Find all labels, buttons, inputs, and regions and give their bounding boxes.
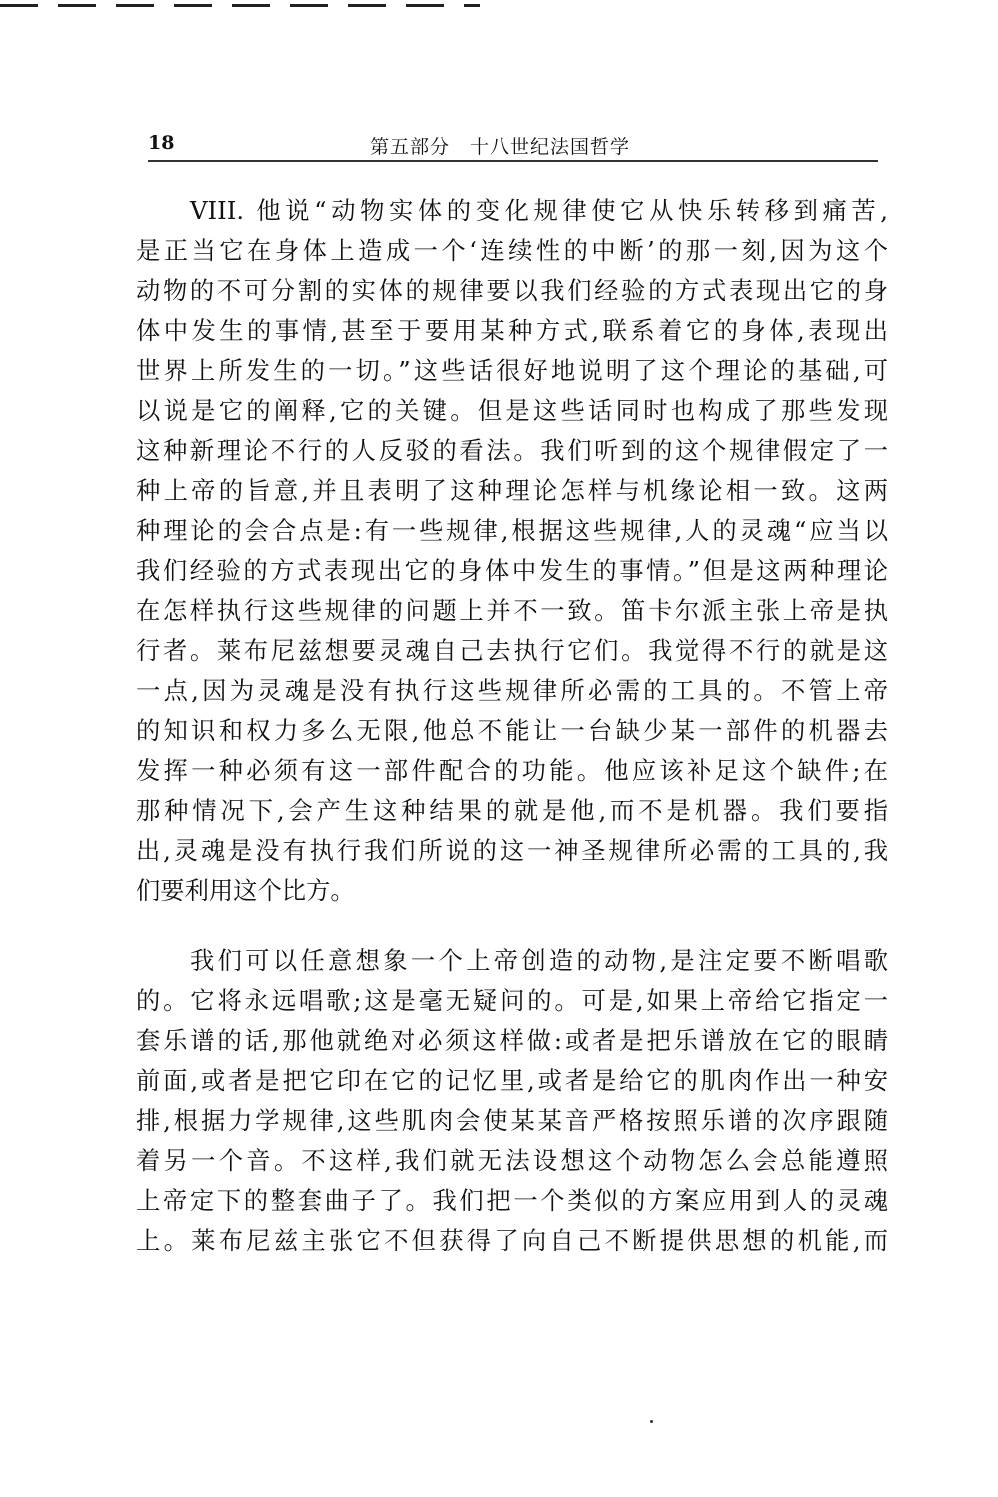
text-line: 行者。莱布尼兹想要灵魂自己去执行它们。我觉得不行的就是这 bbox=[136, 636, 888, 665]
text-line: 上帝定下的整套曲子了。我们把一个类似的方案应用到人的灵魂 bbox=[136, 1186, 888, 1215]
body-text bbox=[136, 191, 888, 1261]
text-line: 种上帝的旨意,并且表明了这种理论怎样与机缘论相一致。这两 bbox=[136, 476, 888, 505]
text-line: 排,根据力学规律,这些肌肉会使某某音严格按照乐谱的次序跟随 bbox=[136, 1106, 888, 1135]
text-line: 我们经验的方式表现出它的身体中发生的事情。”但是这两种理论 bbox=[136, 556, 888, 585]
text-line: VIII. 他说“动物实体的变化规律使它从快乐转移到痛苦, bbox=[190, 196, 888, 225]
scan-speck bbox=[650, 1420, 653, 1423]
scan-edge-dashes bbox=[0, 4, 480, 7]
text-line: 发挥一种必须有这一部件配合的功能。他应该补足这个缺件;在 bbox=[136, 756, 888, 785]
text-line: 的。它将永远唱歌;这是毫无疑问的。可是,如果上帝给它指定一 bbox=[136, 986, 888, 1015]
text-line: 前面,或者是把它印在它的记忆里,或者是给它的肌肉作出一种安 bbox=[136, 1066, 888, 1095]
running-head: 第五部分 十八世纪法国哲学 bbox=[370, 136, 631, 158]
text-line: 们要利用这个比方。 bbox=[136, 876, 355, 905]
paragraph-2 bbox=[136, 941, 888, 1261]
header-rule bbox=[148, 160, 878, 162]
paragraph-1 bbox=[136, 191, 888, 911]
text-line: 一点,因为灵魂是没有执行这些规律所必需的工具的。不管上帝 bbox=[136, 676, 888, 705]
text-line: 上。莱布尼兹主张它不但获得了向自己不断提供思想的机能,而 bbox=[136, 1226, 888, 1255]
text-line: 我们可以任意想象一个上帝创造的动物,是注定要不断唱歌 bbox=[190, 946, 888, 975]
text-line: 以说是它的阐释,它的关键。但是这些话同时也构成了那些发现 bbox=[136, 396, 888, 425]
text-line: 动物的不可分割的实体的规律要以我们经验的方式表现出它的身 bbox=[136, 276, 888, 305]
text-line: 体中发生的事情,甚至于要用某种方式,联系着它的身体,表现出 bbox=[136, 316, 888, 345]
text-line: 的知识和权力多么无限,他总不能让一台缺少某一部件的机器去 bbox=[136, 716, 888, 745]
paragraph-gap bbox=[136, 911, 888, 941]
text-line: 是正当它在身体上造成一个‘连续性的中断’的那一刻,因为这个 bbox=[136, 236, 888, 265]
text-line: 出,灵魂是没有执行我们所说的这一神圣规律所必需的工具的,我 bbox=[136, 836, 888, 865]
page-header bbox=[148, 132, 878, 162]
text-line: 世界上所发生的一切。”这些话很好地说明了这个理论的基础,可 bbox=[136, 356, 888, 385]
page-number: 18 bbox=[148, 132, 175, 154]
text-line: 在怎样执行这些规律的问题上并不一致。笛卡尔派主张上帝是执 bbox=[136, 596, 888, 625]
text-line: 那种情况下,会产生这种结果的就是他,而不是机器。我们要指 bbox=[136, 796, 888, 825]
text-line: 着另一个音。不这样,我们就无法设想这个动物怎么会总能遵照 bbox=[136, 1146, 888, 1175]
text-line: 套乐谱的话,那他就绝对必须这样做:或者是把乐谱放在它的眼睛 bbox=[136, 1026, 888, 1055]
text-line: 种理论的会合点是:有一些规律,根据这些规律,人的灵魂“应当以 bbox=[136, 516, 888, 545]
text-line: 这种新理论不行的人反驳的看法。我们听到的这个规律假定了一 bbox=[136, 436, 888, 465]
